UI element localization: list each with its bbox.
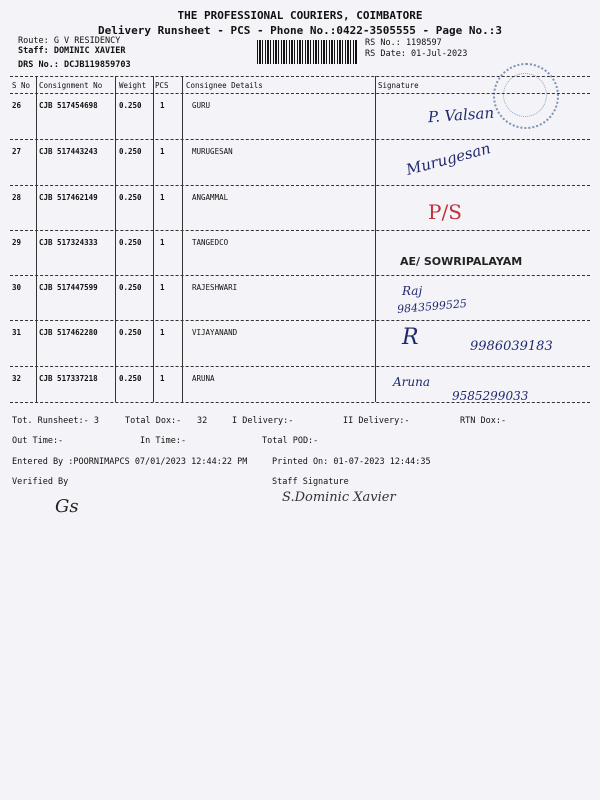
table-top-rule [10, 76, 590, 77]
cell-consignment: CJB 517447599 [39, 283, 98, 292]
cell-weight: 0.250 [119, 101, 142, 110]
cell-consignment: CJB 517462280 [39, 328, 98, 337]
table-row [0, 94, 600, 139]
cell-pcs: 1 [160, 193, 165, 202]
total-pod: Total POD:- [262, 436, 319, 446]
phone-number: 9843599525 [396, 296, 468, 317]
cell-sno: 32 [12, 374, 22, 383]
header-signature: Signature [378, 81, 419, 90]
header-sno: S No [12, 81, 31, 90]
i-delivery: I Delivery:- [232, 416, 294, 426]
in-time: In Time:- [140, 436, 187, 446]
table-row [0, 276, 600, 321]
header-weight: Weight [119, 81, 147, 90]
barcode [257, 40, 357, 64]
runsheet-subtitle: Delivery Runsheet - PCS - Phone No.:0422-3505555 - Page No.:3 [98, 24, 502, 37]
phone-number: 9986039183 [470, 339, 553, 354]
cell-consignee: MURUGESAN [192, 147, 233, 156]
rtn-dox: RTN Dox:- [460, 416, 507, 426]
table-row [0, 186, 600, 231]
signature: P. Valsan [427, 103, 495, 127]
cell-pcs: 1 [160, 147, 165, 156]
cell-weight: 0.250 [119, 374, 142, 383]
phone-number: 9585299033 [452, 389, 529, 403]
company-title: THE PROFESSIONAL COURIERS, COIMBATORE [177, 9, 423, 22]
cell-consignment: CJB 517454698 [39, 101, 98, 110]
entered-by: Entered By :POORNIMAPCS 07/01/2023 12:44:22 PM [12, 457, 248, 467]
staff-handwritten-signature: S.Dominic Xavier [282, 490, 396, 505]
cell-sno: 31 [12, 328, 22, 337]
table-row [0, 140, 600, 185]
signature: P/S [428, 200, 462, 224]
drs-number: DRS No.: DCJB119859703 [18, 60, 131, 70]
cell-sno: 30 [12, 283, 22, 292]
rs-date: RS Date: 01-Jul-2023 [365, 49, 468, 59]
table-row [0, 231, 600, 276]
ii-delivery: II Delivery:- [343, 416, 410, 426]
cell-consignee: VIJAYANAND [192, 328, 238, 337]
cell-consignee: GURU [192, 101, 211, 110]
cell-sno: 29 [12, 238, 22, 247]
total-runsheet: Tot. Runsheet:- 3 [12, 416, 99, 426]
cell-pcs: 1 [160, 101, 165, 110]
out-time: Out Time:- [12, 436, 64, 446]
table-row [0, 321, 600, 366]
rs-number: RS No.: 1198597 [365, 38, 442, 48]
cell-weight: 0.250 [119, 193, 142, 202]
cell-sno: 28 [12, 193, 22, 202]
printed-on: Printed On: 01-07-2023 12:44:35 [272, 457, 431, 467]
header-consignment: Consignment No [39, 81, 103, 90]
table-row [0, 367, 600, 412]
cell-weight: 0.250 [119, 283, 142, 292]
cell-sno: 26 [12, 101, 22, 110]
cell-weight: 0.250 [119, 328, 142, 337]
cell-consignment: CJB 517324333 [39, 238, 98, 247]
route-label: Route: G V RESIDENCY [18, 36, 121, 46]
cell-consignee: TANGEDCO [192, 238, 229, 247]
table-bottom-rule [10, 402, 590, 403]
signature: Murugesan [404, 139, 493, 179]
verifier-signature: Gs [55, 496, 79, 517]
header-consignee: Consignee Details [186, 81, 263, 90]
cell-consignment: CJB 517462149 [39, 193, 98, 202]
staff-signature-label: Staff Signature [272, 477, 349, 487]
cell-weight: 0.250 [119, 238, 142, 247]
total-dox-label: Total Dox:- [125, 416, 182, 426]
verified-by-label: Verified By [12, 477, 69, 487]
cell-consignee: ANGAMMAL [192, 193, 229, 202]
cell-pcs: 1 [160, 328, 165, 337]
signature: Aruna [393, 375, 431, 389]
cell-consignee: ARUNA [192, 374, 215, 383]
cell-consignee: RAJESHWARI [192, 283, 238, 292]
cell-consignment: CJB 517337218 [39, 374, 98, 383]
signature: Raj [402, 284, 423, 298]
cell-pcs: 1 [160, 283, 165, 292]
stamp-signature: AE/ SOWRIPALAYAM [400, 255, 523, 268]
signature: R [402, 325, 419, 350]
cell-pcs: 1 [160, 238, 165, 247]
staff-label: Staff: DOMINIC XAVIER [18, 46, 126, 56]
cell-sno: 27 [12, 147, 22, 156]
total-dox-value: 32 [197, 416, 208, 426]
cell-pcs: 1 [160, 374, 165, 383]
header-pcs: PCS [155, 81, 169, 90]
cell-consignment: CJB 517443243 [39, 147, 98, 156]
cell-weight: 0.250 [119, 147, 142, 156]
